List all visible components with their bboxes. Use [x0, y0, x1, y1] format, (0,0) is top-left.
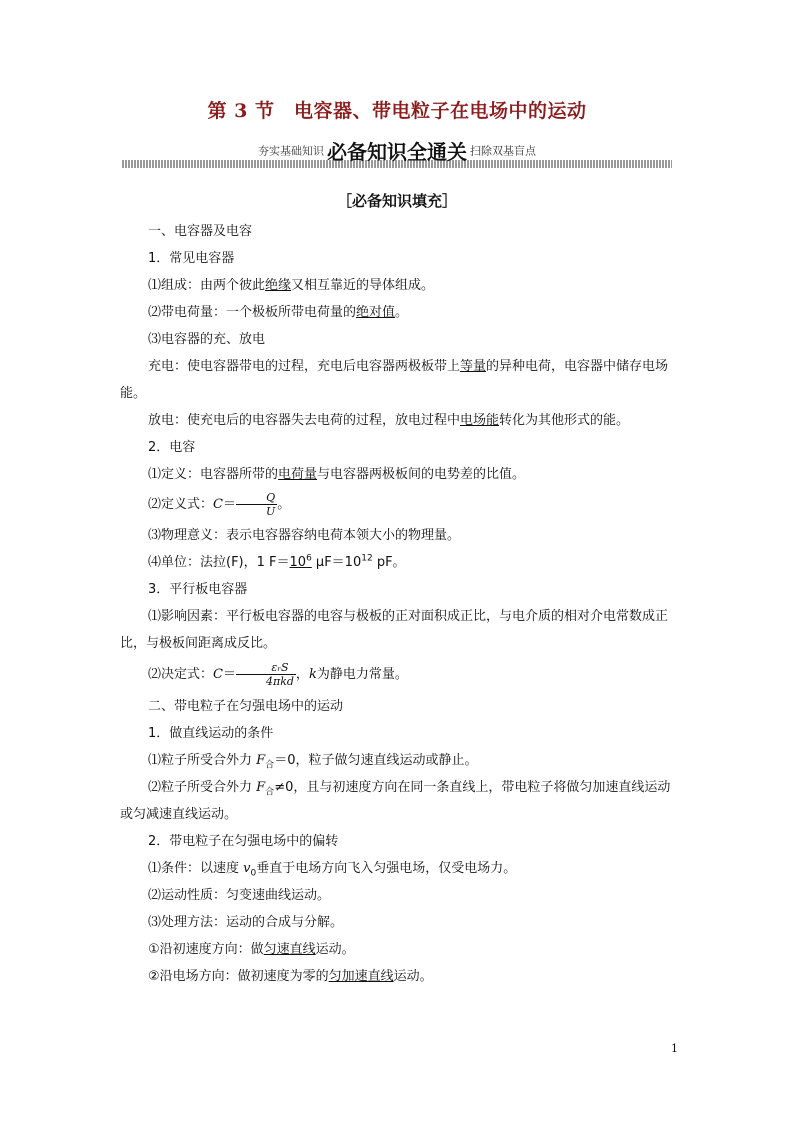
content-body [120, 218, 680, 990]
determining-formula-line: ⑵决定式：C＝ $\frac{\text{εᵣS}}{\text{4πkd}}$ ，k为静电力常量。 [148, 661, 408, 688]
definition-formula-line: ⑵定义式：C＝ $\frac{Q}{U}$ 。 [148, 491, 291, 518]
unit-line: ⑷单位：法拉(F)，1 $F=10^6$ $\mu F=10^{12}$ pF。 [148, 553, 406, 570]
part1-sub1: 1．常见电容器 [148, 251, 235, 266]
answer-blank: 绝对值 [356, 305, 396, 320]
charge-discharge-heading: ⑶电容器的充、放电 [148, 332, 266, 347]
parallel-plate-fraction: $\frac{\text{εᵣS}}{\text{4πkd}}$ [236, 661, 296, 688]
factors-line: ⑴影响因素：平行板电容器的电容与极板的正对面积成正比，与电介质的相对介电常数成正比，与极板间距离成反比。 [120, 609, 669, 651]
part1-sub3: 3．平行板电容器 [148, 582, 248, 597]
banner-right-text: 扫除双基盲点 [470, 144, 536, 158]
nonzero-force-line: ⑵粒子所受合外力 $F_合\ne 0$，且与初速度方向在同一条直线上，带电粒子将做匀加速直线运动或匀减速直线运动。 [120, 780, 671, 822]
answer-blank: 匀速直线 [263, 942, 316, 957]
part1-sub2: 2．电容 [148, 440, 196, 455]
field-direction-line: ②沿电场方向：做初速度为零的匀加速直线运动。 [148, 969, 433, 984]
answer-blank: 绝缘 [265, 278, 292, 293]
part1-heading: 一、电容器及电容 [148, 224, 253, 239]
capacitance-fraction: $\frac{Q}{U}$ [236, 491, 277, 518]
page-number: 1 [671, 1042, 678, 1055]
part2-heading: 二、带电粒子在匀强电场中的运动 [148, 699, 344, 714]
motion-nature-line: ⑵运动性质：匀变速曲线运动。 [148, 888, 331, 903]
charging-line: 充电：使电容器带电的过程，充电后电容器两极板带上等量的异种电荷，电容器中储存电场能。 [120, 359, 669, 401]
method-line: ⑶处理方法：运动的合成与分解。 [148, 915, 344, 930]
charge-quantity-line: ⑵带电荷量：一个极板所带电荷量的绝对值。 [148, 305, 409, 320]
banner-main-text: 必备知识全通关 [327, 140, 467, 164]
answer-blank: 电荷量 [278, 467, 318, 482]
answer-blank: $10^6$ [289, 553, 312, 570]
discharging-line: 放电：使充电后的电容器失去电荷的过程，放电过程中电场能转化为其他形式的能。 [148, 413, 630, 428]
section-banner [122, 136, 672, 172]
zero-force-line: ⑴粒子所受合外力 $F_合=0$，粒子做匀速直线运动或静止。 [148, 753, 478, 771]
part2-sub1: 1．做直线运动的条件 [148, 726, 274, 741]
initial-velocity-direction-line: ①沿初速度方向：做匀速直线运动。 [148, 942, 355, 957]
physical-meaning-line: ⑶物理意义：表示电容器容纳电荷本领大小的物理量。 [148, 528, 461, 543]
answer-blank: 电场能 [460, 413, 500, 428]
deflection-condition-line: ⑴条件：以速度 $v_0$垂直于电场方向飞入匀强电场，仅受电场力。 [148, 861, 517, 879]
page-title: 第 3 节 电容器、带电粒子在电场中的运动 [207, 100, 587, 122]
answer-blank: 等量 [460, 359, 487, 374]
part2-sub2: 2．带电粒子在匀强电场中的偏转 [148, 834, 339, 849]
answer-blank: 匀加速直线 [328, 969, 394, 984]
banner-text [122, 136, 672, 165]
banner-left-text: 夯实基础知识 [258, 144, 324, 158]
section-title: ［必备知识填充］ [336, 192, 457, 210]
composition-line: ⑴组成：由两个彼此绝缘又相互靠近的导体组成。 [148, 278, 435, 293]
definition-line: ⑴定义：电容器所带的电荷量与电容器两极板间的电势差的比值。 [148, 467, 526, 482]
